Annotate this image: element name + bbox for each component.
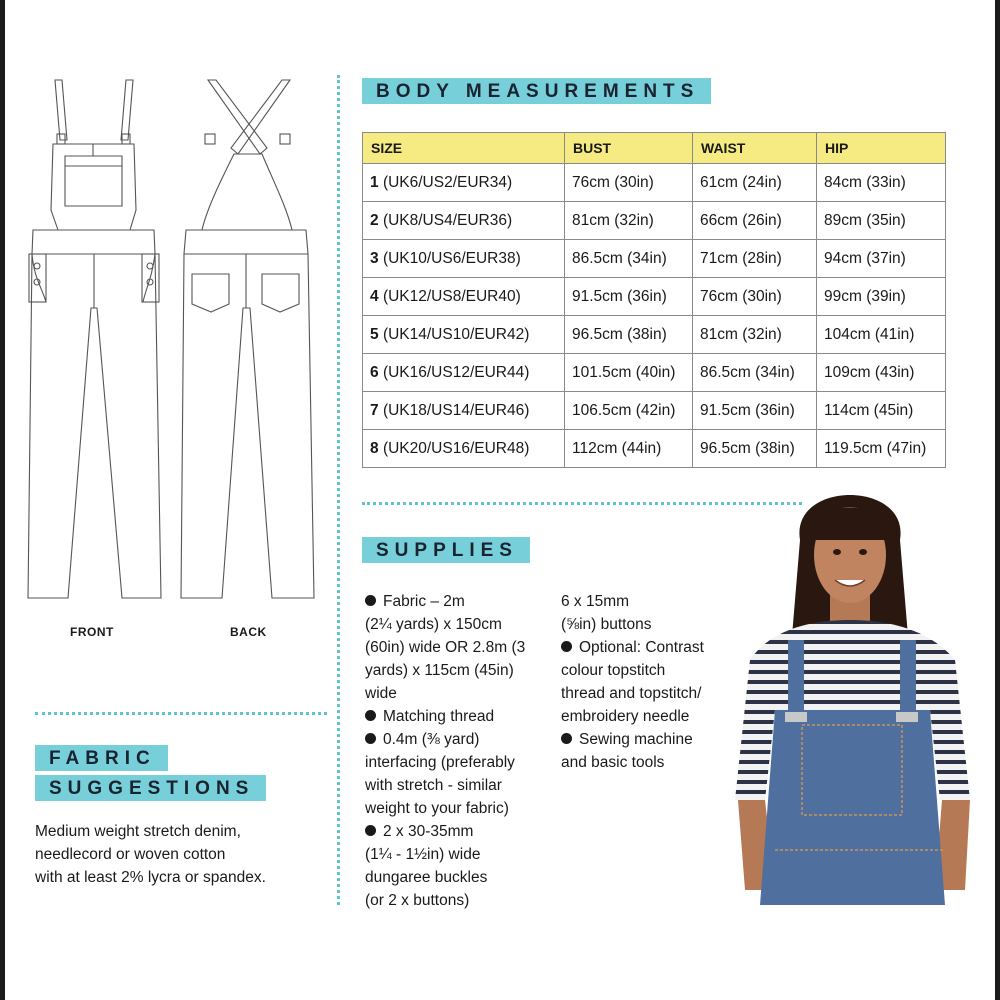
- supply-text: thread and topstitch/: [561, 685, 702, 702]
- header-hip: HIP: [817, 133, 946, 164]
- bullet-icon: [561, 641, 572, 652]
- supply-line: [365, 659, 555, 682]
- supply-text: 6 x 15mm: [561, 593, 630, 610]
- hip-cell: 114cm (45in): [817, 392, 946, 430]
- hip-cell: 104cm (41in): [817, 316, 946, 354]
- supply-line: [365, 866, 555, 889]
- hip-cell: 119.5cm (47in): [817, 430, 946, 468]
- bust-cell: 101.5cm (40in): [565, 354, 693, 392]
- supply-line: [561, 682, 741, 705]
- supply-line: [561, 590, 741, 613]
- fabric-divider: [35, 712, 327, 715]
- supply-text: wide: [365, 685, 397, 702]
- supply-line: [365, 774, 555, 797]
- table-row: [363, 430, 946, 468]
- table-header-row: [363, 133, 946, 164]
- supply-text: (or 2 x buttons): [365, 892, 470, 909]
- supply-text: 2 x 30-35mm: [383, 823, 474, 840]
- waist-cell: 61cm (24in): [693, 164, 817, 202]
- waist-cell: 96.5cm (38in): [693, 430, 817, 468]
- waist-cell: 81cm (32in): [693, 316, 817, 354]
- waist-cell: 86.5cm (34in): [693, 354, 817, 392]
- waist-cell: 66cm (26in): [693, 202, 817, 240]
- table-row: [363, 392, 946, 430]
- table-row: [363, 240, 946, 278]
- supply-line: [561, 751, 741, 774]
- supply-line: [365, 636, 555, 659]
- waist-cell: 76cm (30in): [693, 278, 817, 316]
- hip-cell: 89cm (35in): [817, 202, 946, 240]
- supply-line: [365, 797, 555, 820]
- table-row: [363, 202, 946, 240]
- supply-text: yards) x 115cm (45in): [365, 662, 514, 679]
- size-cell: 8 (UK20/US16/EUR48): [363, 430, 565, 468]
- bullet-icon: [365, 710, 376, 721]
- bust-cell: 86.5cm (34in): [565, 240, 693, 278]
- header-bust: BUST: [565, 133, 693, 164]
- model-photo: [730, 470, 980, 905]
- left-frame-border: [0, 0, 5, 1000]
- supply-line: [561, 659, 741, 682]
- hip-cell: 94cm (37in): [817, 240, 946, 278]
- fabric-heading-line1: FABRIC: [35, 745, 168, 771]
- waist-cell: 91.5cm (36in): [693, 392, 817, 430]
- supply-line: [365, 820, 555, 843]
- hip-cell: 99cm (39in): [817, 278, 946, 316]
- supply-text: embroidery needle: [561, 708, 690, 725]
- hip-cell: 84cm (33in): [817, 164, 946, 202]
- fabric-heading-line2: SUGGESTIONS: [35, 775, 266, 801]
- supply-text: Matching thread: [383, 708, 495, 725]
- supply-line: [561, 728, 741, 751]
- supply-text: colour topstitch: [561, 662, 666, 679]
- back-label: BACK: [230, 625, 267, 639]
- supply-text: Fabric – 2m: [383, 593, 465, 610]
- front-label: FRONT: [70, 625, 114, 639]
- supply-text: 0.4m (⅜ yard): [383, 731, 480, 748]
- supplies-heading: SUPPLIES: [362, 537, 530, 563]
- supply-line: [365, 843, 555, 866]
- table-row: [363, 354, 946, 392]
- supply-line: [365, 590, 555, 613]
- bullet-icon: [365, 595, 376, 606]
- table-row: [363, 278, 946, 316]
- supply-line: [365, 705, 555, 728]
- supply-text: Sewing machine: [579, 731, 693, 748]
- table-row: [363, 316, 946, 354]
- bust-cell: 106.5cm (42in): [565, 392, 693, 430]
- header-size: SIZE: [363, 133, 565, 164]
- supply-line: [365, 728, 555, 751]
- supply-text: and basic tools: [561, 754, 665, 771]
- bullet-icon: [561, 733, 572, 744]
- supplies-list-left: [365, 590, 555, 912]
- bullet-icon: [365, 733, 376, 744]
- supply-line: [561, 705, 741, 728]
- waist-cell: 71cm (28in): [693, 240, 817, 278]
- dungarees-front-drawing: [22, 78, 167, 606]
- vertical-divider: [337, 75, 340, 905]
- fabric-text-line: Medium weight stretch denim,: [35, 823, 241, 840]
- supply-text: with stretch - similar: [365, 777, 502, 794]
- supply-text: (2¼ yards) x 150cm: [365, 616, 502, 633]
- supply-text: (1¼ - 1½in) wide: [365, 846, 481, 863]
- bullet-icon: [365, 825, 376, 836]
- size-cell: 6 (UK16/US12/EUR44): [363, 354, 565, 392]
- size-cell: 2 (UK8/US4/EUR36): [363, 202, 565, 240]
- supply-line: [561, 636, 741, 659]
- supply-line: [365, 751, 555, 774]
- supplies-list-right: [561, 590, 741, 774]
- supply-text: weight to your fabric): [365, 800, 509, 817]
- bust-cell: 112cm (44in): [565, 430, 693, 468]
- supply-line: [365, 613, 555, 636]
- fabric-text-line: with at least 2% lycra or spandex.: [35, 869, 266, 886]
- supply-line: [365, 682, 555, 705]
- size-cell: 5 (UK14/US10/EUR42): [363, 316, 565, 354]
- table-row: [363, 164, 946, 202]
- bust-cell: 91.5cm (36in): [565, 278, 693, 316]
- bust-cell: 81cm (32in): [565, 202, 693, 240]
- supply-line: [561, 613, 741, 636]
- dungarees-back-drawing: [172, 78, 322, 606]
- size-chart-table: [362, 132, 946, 468]
- supply-line: [365, 889, 555, 912]
- supply-text: Optional: Contrast: [579, 639, 704, 656]
- fabric-text-line: needlecord or woven cotton: [35, 846, 226, 863]
- size-cell: 3 (UK10/US6/EUR38): [363, 240, 565, 278]
- right-frame-border: [995, 0, 1000, 1000]
- supply-text: dungaree buckles: [365, 869, 488, 886]
- header-waist: WAIST: [693, 133, 817, 164]
- supply-text: (⅝in) buttons: [561, 616, 652, 633]
- size-cell: 4 (UK12/US8/EUR40): [363, 278, 565, 316]
- size-cell: 7 (UK18/US14/EUR46): [363, 392, 565, 430]
- bust-cell: 76cm (30in): [565, 164, 693, 202]
- hip-cell: 109cm (43in): [817, 354, 946, 392]
- bust-cell: 96.5cm (38in): [565, 316, 693, 354]
- supply-text: (60in) wide OR 2.8m (3: [365, 639, 526, 656]
- supply-text: interfacing (preferably: [365, 754, 515, 771]
- fabric-suggestions-text: [35, 820, 325, 889]
- body-measurements-heading: BODY MEASUREMENTS: [362, 78, 711, 104]
- size-cell: 1 (UK6/US2/EUR34): [363, 164, 565, 202]
